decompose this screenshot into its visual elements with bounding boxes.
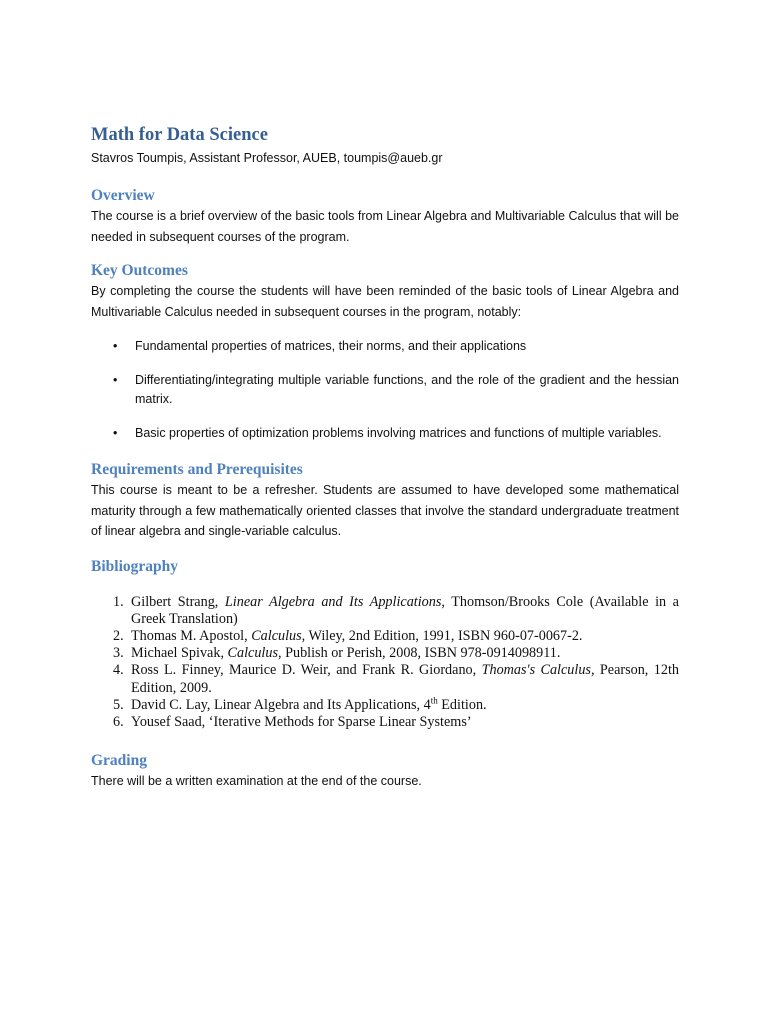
- bibliography-list: [91, 594, 679, 732]
- list-item: [91, 337, 679, 356]
- bullet-icon: •: [113, 373, 118, 387]
- key-outcomes-list: [91, 337, 679, 443]
- overview-text: The course is a brief overview of the basic tools from Linear Algebra and Multivariable Calculus that will be needed in subsequent courses of the program.: [91, 209, 679, 244]
- list-item-text: Basic properties of optimization problems involving matrices and functions of multiple variables.: [135, 426, 662, 440]
- key-outcomes-intro: By completing the course the students will have been reminded of the basic tools of Linear Algebra and Multivariable Calculus needed in subsequent courses in the program, notably:: [91, 284, 679, 319]
- list-item: 2. Thomas M. Apostol, Calculus, Wiley, 2nd Edition, 1991, ISBN 960-07-0067-2.: [113, 627, 583, 644]
- list-item-number: 2.: [113, 627, 124, 644]
- overview-heading: Overview: [91, 187, 155, 204]
- list-item-number: 3.: [113, 645, 124, 662]
- list-item-number: 4.: [113, 662, 124, 679]
- author-line: Stavros Toumpis, Assistant Professor, AUEB, toumpis@aueb.gr: [91, 151, 443, 165]
- list-item-text: Differentiating/integrating multiple variable functions, and the role of the gradient and the hessian matrix.: [135, 373, 679, 406]
- document-content: [91, 124, 679, 792]
- key-outcomes-heading: Key Outcomes: [91, 262, 188, 279]
- bullet-icon: •: [113, 426, 118, 440]
- list-item-number: 5.: [113, 696, 124, 713]
- list-item: [91, 424, 679, 443]
- list-item: 5. David C. Lay, Linear Algebra and Its Applications, 4th Edition.: [113, 694, 487, 713]
- grading-heading: Grading: [91, 752, 147, 770]
- requirements-text: This course is meant to be a refresher. Students are assumed to have developed some mathematical maturity through a few mathematically oriented classes that involve the standard undergraduate treatment of linear algebra and single-variable calculus.: [91, 483, 679, 538]
- list-item: 6. Yousef Saad, ‘Iterative Methods for Sparse Linear Systems’: [113, 713, 472, 730]
- list-item: 4. Ross L. Finney, Maurice D. Weir, and Frank R. Giordano, Thomas's Calculus, Pearson, 12th Edition, 2009.: [113, 662, 679, 696]
- list-item-number: 6.: [113, 713, 124, 730]
- document-title: Math for Data Science: [91, 125, 268, 145]
- list-item-text: Fundamental properties of matrices, their norms, and their applications: [135, 339, 527, 353]
- list-item: [91, 371, 679, 409]
- list-item: 3. Michael Spivak, Calculus, Publish or Perish, 2008, ISBN 978-0914098911.: [113, 645, 561, 662]
- bibliography-heading: Bibliography: [91, 557, 178, 575]
- list-item-number: 1.: [113, 593, 124, 610]
- bullet-icon: •: [113, 339, 118, 353]
- requirements-heading: Requirements and Prerequisites: [91, 461, 303, 478]
- grading-text: There will be a written examination at the end of the course.: [91, 774, 422, 789]
- list-item: 1. Gilbert Strang, Linear Algebra and Its Applications, Thomson/Brooks Cole (Available in a Greek Translation): [113, 593, 679, 627]
